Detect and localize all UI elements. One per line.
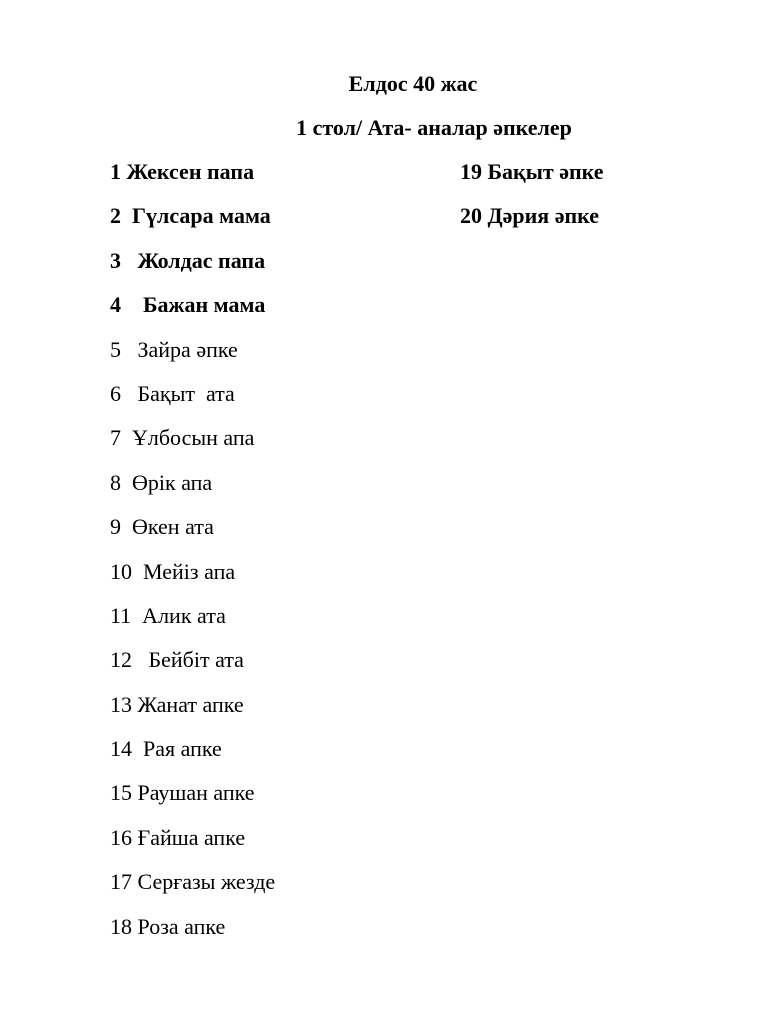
guest-entry: 20 Дәрия әпке	[460, 203, 600, 229]
guest-list-left	[110, 156, 440, 955]
page-subtitle: 1 стол/ Ата- аналар әпкелер	[296, 115, 572, 140]
guest-entry: 8 Өрік апа	[110, 469, 213, 495]
guest-entry: 13 Жанат апке	[110, 691, 244, 717]
guest-entry: 1 Жексен папа	[110, 159, 255, 184]
guest-entry: 6 Бақыт ата	[110, 380, 235, 406]
guest-entry: 14 Рая апке	[110, 736, 222, 762]
guest-entry: 3 Жолдас папа	[110, 247, 266, 273]
guest-entry: 4 Бажан мама	[110, 292, 266, 318]
guest-entry: 17 Серғазы жезде	[110, 869, 276, 895]
guest-entry: 10 Мейіз апа	[110, 558, 236, 584]
guest-entry: 5 Зайра әпке	[110, 336, 238, 362]
guest-entry: 12 Бейбіт ата	[110, 647, 244, 673]
guest-entry: 11 Алик ата	[110, 602, 226, 628]
guest-entry: 19 Бақыт әпке	[460, 159, 604, 184]
guest-entry: 15 Раушан апке	[110, 780, 255, 806]
guest-list-right	[460, 156, 750, 245]
guest-entry: 18 Роза апке	[110, 913, 226, 939]
guest-entry: 7 Ұлбосын апа	[110, 425, 255, 451]
guest-entry: 16 Ғайша апке	[110, 824, 246, 850]
guest-entry: 9 Өкен ата	[110, 514, 214, 540]
guest-entry: 2 Гүлсара мама	[110, 203, 271, 229]
page-title: Елдос 40 жас	[348, 71, 478, 96]
